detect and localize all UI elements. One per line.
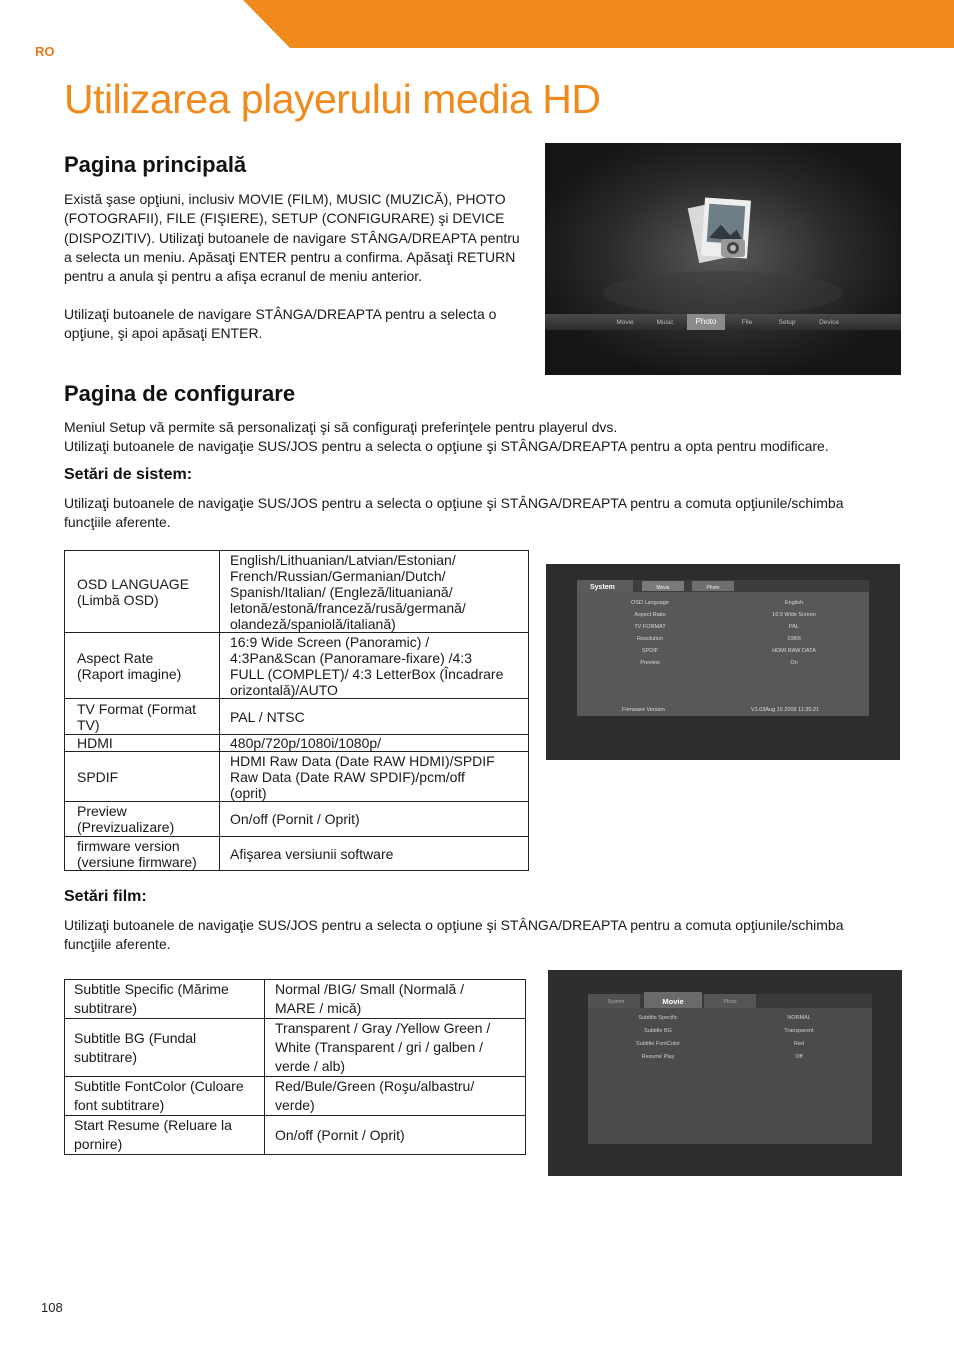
setting-value-line: French/Russian/Germanian/Dutch/ [230, 567, 446, 584]
movie-settings-heading: Setări film: [64, 888, 147, 905]
setting-name-line: font subtitrare) [74, 1097, 165, 1113]
screenshot-setting-value: HDMI RAW DATA [772, 648, 816, 654]
text-line: (FOTOGRAFII), FILE (FIŞIERE), SETUP (CONFIGURARE) şi DEVICE [64, 210, 505, 227]
text-line: Utilizaţi butoanele de navigare STÂNGA/DREAPTA pentru a selecta o [64, 306, 497, 322]
setting-value-line: Raw Data (Date RAW SPDIF)/pcm/off [230, 768, 465, 785]
setting-name-line: Start Resume (Reluare la [74, 1117, 232, 1133]
screenshot-tab-system: System [607, 999, 625, 1005]
setting-value-line: Afişarea versiunii software [230, 845, 394, 862]
setting-value-line: On/off (Pornit / Oprit) [275, 1126, 405, 1143]
table-row [65, 633, 529, 699]
setting-value-line: English/Lithuanian/Latvian/Estonian/ [230, 551, 456, 568]
setting-value-line: 16:9 Wide Screen (Panoramic) / [230, 633, 430, 650]
movie-settings-screenshot-art [548, 970, 902, 1176]
setting-value-cell [265, 1077, 526, 1116]
setting-name-cell [65, 980, 265, 1019]
page-number: 108 [41, 1300, 63, 1315]
screenshot-setting-label: Subtitle FontColor [635, 1041, 681, 1047]
setting-name-cell [65, 1116, 265, 1155]
text-line: pentru a anula şi pentru a afişa ecranul de meniu anterior. [64, 268, 423, 285]
text-line: opţiune, şi apoi apăsaţi ENTER. [64, 325, 263, 342]
setting-value-line: (oprit) [230, 784, 267, 801]
setting-name-line: (Raport imagine) [77, 665, 182, 682]
setting-name-cell [65, 752, 220, 802]
table-row [65, 551, 529, 633]
screenshot-setting-value: On [790, 660, 798, 666]
setting-name-line: HDMI [77, 735, 113, 751]
setting-name-line: Preview [77, 803, 127, 819]
menu-label-movie: Movie [616, 319, 634, 326]
table-row [65, 699, 529, 735]
system-settings-screenshot [546, 564, 900, 760]
setting-name-line: (Previzualizare) [77, 819, 175, 835]
screenshot-tab-movie: Movie [656, 585, 670, 591]
setting-name-cell [65, 837, 220, 871]
screenshot-setting-label: TV FORMAT [634, 624, 666, 630]
screenshot-setting-value: Transparent [784, 1028, 814, 1034]
screenshot-tab-photo: Photo [706, 585, 720, 591]
setting-name-line: firmware version [77, 837, 180, 854]
text-line: Meniul Setup vă permite să personalizaţi şi să configuraţi preferinţele pentru playerul dvs. [64, 419, 618, 435]
text-line: Utilizaţi butoanele de navigaţie SUS/JOS pentru a selecta o opţiune şi STÂNGA/DREAPTA pentru a comuta opţiunile/schimba [64, 917, 844, 933]
setting-value-line: White (Transparent / gri / galben / [275, 1039, 484, 1055]
text-line: funcţiile aferente. [64, 936, 171, 953]
screenshot-setting-value: 1080i [787, 636, 801, 642]
setup-page-heading: Pagina de configurare [64, 381, 296, 406]
setting-value-line: MARE / mică) [275, 1000, 362, 1016]
setting-name-line: Subtitle FontColor (Culoare [74, 1078, 244, 1094]
table-row [65, 980, 526, 1019]
main-page-paragraph-1 [64, 190, 544, 286]
setting-value-line: FULL (COMPLET)/ 4:3 LetterBox (Încadrare [230, 665, 504, 682]
setting-value-cell [220, 802, 529, 837]
setting-value-cell [220, 752, 529, 802]
setting-name-line: pornire) [74, 1136, 123, 1152]
menu-label-music: Music [656, 319, 674, 326]
setting-name-line: SPDIF [77, 768, 119, 785]
menu-label-photo: Photo [695, 317, 717, 326]
text-line: a selecta un meniu. Apăsaţi ENTER pentru a confirma. Apăsaţi RETURN [64, 248, 516, 265]
main-menu-screenshot [545, 143, 901, 375]
menu-label-device: Device [819, 319, 839, 326]
setting-name-line: TV Format (Format [77, 700, 197, 717]
table-row [65, 837, 529, 871]
header-orange-band [0, 0, 954, 48]
screenshot-setting-label: SPDIF [641, 648, 659, 654]
menu-label-file: File [741, 319, 753, 326]
setting-value-cell [265, 1116, 526, 1155]
screenshot-setting-label: Aspect Ratio [634, 612, 666, 618]
text-line: (DISPOZITIV). Utilizaţi butoanele de navigare STÂNGA/DREAPTA pentru [64, 229, 520, 246]
language-tag: RO [35, 44, 55, 59]
setting-value-line: orizontală)/AUTO [230, 681, 338, 698]
table-row [65, 802, 529, 837]
screenshot-setting-value: 16:9 Wide Screen [772, 612, 816, 618]
screenshot-setting-label: Resolution [637, 636, 663, 642]
setting-name-line: (versiune firmware) [77, 853, 197, 870]
setting-name-line: (Limbă OSD) [77, 591, 159, 608]
screenshot-tab-photo: Photo [723, 999, 737, 1005]
setting-value-line: HDMI Raw Data (Date RAW HDMI)/SPDIF [230, 752, 495, 769]
screenshot-setting-value: English [784, 600, 804, 606]
setting-name-line: Subtitle BG (Fundal [74, 1029, 197, 1046]
setting-value-line: 480p/720p/1080i/1080p/ [230, 735, 382, 751]
screenshot-setting-value: PAL [789, 624, 799, 630]
setting-value-cell [220, 551, 529, 633]
setting-value-line: verde / alb) [275, 1058, 346, 1074]
system-settings-text [64, 494, 924, 533]
setting-name-cell [65, 633, 220, 699]
setup-page-intro [64, 418, 924, 457]
main-page-paragraph-2 [64, 305, 544, 344]
screenshot-firmware-label: Firmware Version [622, 707, 665, 713]
screenshot-setting-label: Subtitle BG [644, 1028, 672, 1034]
setting-value-line: Red/Bule/Green (Roşu/albastru/ [275, 1078, 475, 1094]
setting-value-line: Normal /BIG/ Small (Normală / [275, 981, 465, 997]
text-line: funcţiile aferente. [64, 514, 171, 531]
screenshot-setting-value: Red [793, 1041, 805, 1047]
movie-settings-table [64, 979, 526, 1155]
text-line: Utilizaţi butoanele de navigaţie SUS/JOS pentru a selecta o opţiune şi STÂNGA/DREAPTA pentru a comuta opţiunile/schimba [64, 495, 844, 511]
setting-value-cell [265, 980, 526, 1019]
setting-value-line: 4:3Pan&Scan (Panoramare-fixare) /4:3 [230, 649, 473, 666]
setting-value-line: PAL / NTSC [230, 708, 305, 725]
screenshot-setting-label: Subtitle Specific [638, 1015, 678, 1021]
text-line: Utilizaţi butoanele de navigaţie SUS/JOS pentru a selecta o opţiune şi STÂNGA/DREAPTA pentru a opta pentru modificare. [64, 438, 829, 455]
setting-value-line: Transparent / Gray /Yellow Green / [275, 1020, 491, 1036]
setting-value-line: Spanish/Italian/ (Engleză/lituaniană/ [230, 583, 453, 600]
setting-value-cell [265, 1019, 526, 1077]
setting-name-line: Aspect Rate [77, 649, 154, 666]
setting-value-cell [220, 699, 529, 735]
setting-value-line: olandeză/spaniolă/italiană) [230, 615, 396, 632]
setting-value-line: verde) [275, 1097, 315, 1113]
setting-name-cell [65, 735, 220, 752]
screenshot-firmware-value: V1.03Aug 15 2009 11:35:21 [751, 707, 820, 713]
system-settings-heading: Setări de sistem: [64, 466, 193, 483]
table-row [65, 735, 529, 752]
menu-label-setup: Setup [778, 319, 796, 326]
setting-name-line: Subtitle Specific (Mărime [74, 981, 229, 997]
page-title: Utilizarea playerului media HD [64, 76, 601, 122]
screenshot-setting-label: Preview [640, 660, 660, 666]
setting-name-cell [65, 551, 220, 633]
setting-value-line: On/off (Pornit / Oprit) [230, 811, 360, 827]
setting-name-cell [65, 1077, 265, 1116]
text-line: Există şase opţiuni, inclusiv MOVIE (FILM), MUSIC (MUZICĂ), PHOTO [64, 191, 506, 207]
system-settings-table [64, 550, 529, 871]
setting-name-line: subtitrare) [74, 1048, 138, 1065]
setting-name-cell [65, 699, 220, 735]
setting-name-cell [65, 1019, 265, 1077]
screenshot-setting-value: NORMAL [787, 1015, 811, 1021]
screenshot-setting-value: Off [795, 1054, 803, 1060]
table-row [65, 1116, 526, 1155]
movie-settings-screenshot [548, 970, 902, 1176]
setting-value-cell [220, 837, 529, 871]
movie-settings-text [64, 916, 924, 955]
setting-name-line: TV) [77, 716, 100, 733]
table-row [65, 752, 529, 802]
main-page-heading: Pagina principală [64, 152, 247, 177]
screenshot-setting-label: OSD Language [631, 600, 669, 606]
screenshot-setting-label: Resume Play [641, 1054, 675, 1060]
table-row [65, 1077, 526, 1116]
setting-value-line: letonă/estonă/franceză/rusă/germană/ [230, 599, 466, 616]
setting-name-cell [65, 802, 220, 837]
main-menu-screenshot-art [545, 143, 901, 375]
setting-name-line: OSD LANGUAGE [77, 575, 190, 592]
setting-value-cell [220, 735, 529, 752]
system-settings-screenshot-art [546, 564, 900, 760]
screenshot-tab-movie: Movie [662, 997, 684, 1006]
setting-value-cell [220, 633, 529, 699]
setting-name-line: subtitrare) [74, 1000, 138, 1016]
screenshot-tab-system: System [590, 584, 615, 591]
table-row [65, 1019, 526, 1077]
